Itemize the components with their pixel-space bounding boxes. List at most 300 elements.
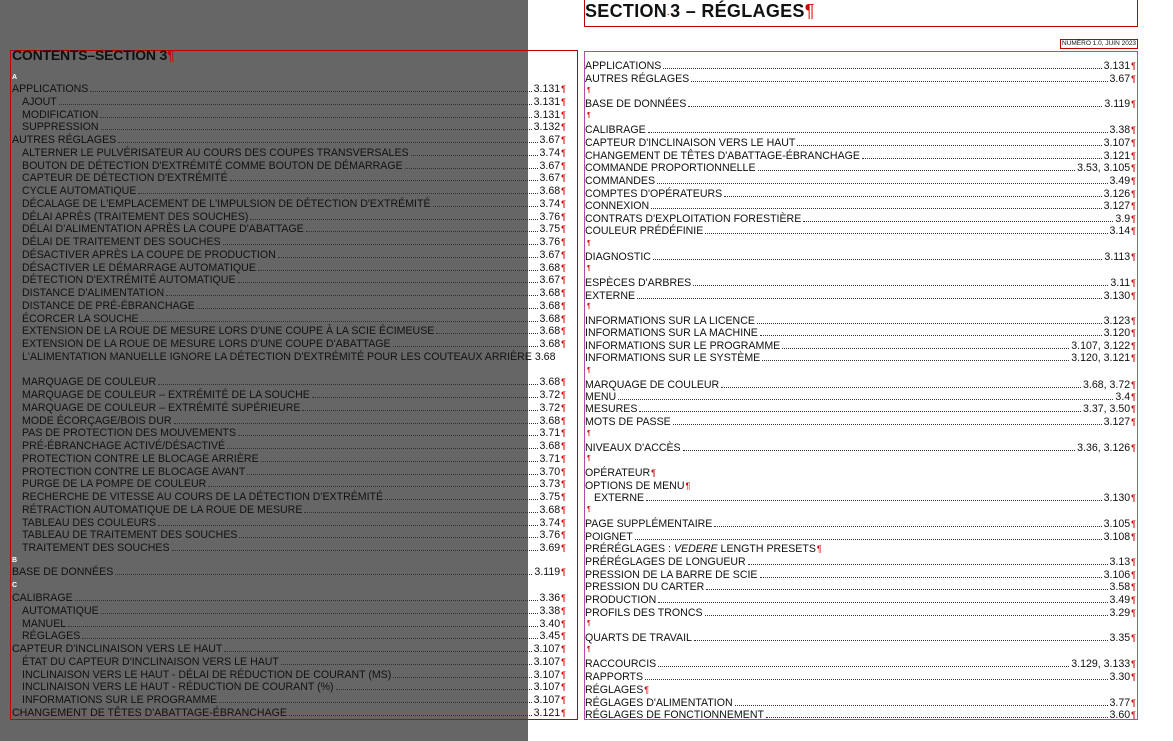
toc-entry-text: AUTOMATIQUE <box>22 604 99 617</box>
toc-entry-text: CHANGEMENT DE TÊTES D'ABATTAGE-ÉBRANCHAGE <box>12 706 287 719</box>
pilcrow-mark: ¶ <box>1131 189 1136 199</box>
pilcrow-mark: ¶ <box>651 468 656 478</box>
toc-entry[interactable] <box>585 60 1136 72</box>
dot-leader <box>658 602 1107 603</box>
toc-entry[interactable] <box>22 694 566 706</box>
toc-entry-text: RÉTRACTION AUTOMATIQUE DE LA ROUE DE MESURE <box>22 503 303 516</box>
pilcrow-mark: ¶ <box>1131 341 1136 351</box>
toc-entry[interactable] <box>585 391 1136 403</box>
toc-entry[interactable] <box>585 162 1136 174</box>
toc-entry[interactable] <box>594 492 1136 504</box>
dot-leader <box>651 208 1101 209</box>
toc-entry[interactable] <box>12 566 566 578</box>
toc-entry-text: PAS DE PROTECTION DES MOUVEMENTS <box>22 427 237 440</box>
dot-leader <box>312 397 538 398</box>
toc-entry-text: INFORMATIONS SUR LA LICENCE <box>585 315 755 327</box>
toc-entry-text: AJOUT <box>22 95 57 108</box>
toc-entry[interactable] <box>22 478 566 490</box>
toc-entry-text: RÉGLAGES D'ALIMENTATION <box>585 697 733 709</box>
toc-entry[interactable] <box>22 223 566 235</box>
toc-page-number: 3.68 <box>539 287 561 299</box>
toc-entry[interactable] <box>585 290 1136 302</box>
toc-entry[interactable] <box>585 543 1136 555</box>
index-letter: A <box>12 74 18 81</box>
toc-page-number: 3.38 <box>539 604 561 617</box>
toc-entry-text: MARQUAGE DE COULEUR – EXTRÉMITÉ DE LA SOUCHE <box>22 389 310 401</box>
toc-page-number: 3.76 <box>539 236 561 248</box>
toc-entry[interactable] <box>585 594 1136 606</box>
dot-leader <box>657 183 1107 184</box>
pilcrow-mark: ¶ <box>561 618 566 629</box>
pilcrow-mark: ¶ <box>561 453 566 464</box>
toc-entry[interactable] <box>22 262 566 274</box>
toc-entry[interactable] <box>22 402 566 414</box>
toc-page-number: 3.131 <box>1103 60 1131 72</box>
toc-entry-text: EXTERNE <box>585 290 636 302</box>
toc-page-number: 3.71 <box>539 427 561 440</box>
toc-entry-text: COMMANDES <box>585 175 656 187</box>
dot-leader <box>637 298 1102 299</box>
toc-page-number: 3.37, 3.50 <box>1083 403 1131 415</box>
toc-entry-text: DIAGNOSTIC <box>585 251 651 263</box>
pilcrow-mark: ¶ <box>1131 380 1136 390</box>
toc-entry-text: BOUTON DE DÉTECTION D'EXTRÉMITÉ COMME BOUTON DE DÉMARRAGE <box>22 159 403 172</box>
dot-leader <box>100 117 531 118</box>
pilcrow-mark: ¶ <box>1131 417 1136 427</box>
toc-entry-text: MESURES <box>585 403 638 415</box>
pilcrow-mark: ¶ <box>587 620 591 627</box>
dot-leader <box>688 106 1102 107</box>
toc-page-number: 3.129, 3.133 <box>1071 658 1131 670</box>
pilcrow-mark: ¶ <box>1131 392 1136 402</box>
toc-page-number: 3.58 <box>1109 581 1131 593</box>
toc-entry[interactable] <box>585 137 1136 149</box>
toc-page-number: 3.107 <box>533 694 561 706</box>
pilcrow-mark: ¶ <box>1131 328 1136 338</box>
toc-entry-text: PRÉ-ÉBRANCHAGE ACTIVÉ/DÉSACTIVÉ <box>22 440 226 452</box>
dot-leader <box>760 335 1102 336</box>
pilcrow-mark: ¶ <box>1131 291 1136 301</box>
toc-page-number: 3.68 <box>539 503 561 516</box>
dot-leader <box>281 664 532 665</box>
dot-leader <box>758 170 1076 171</box>
toc-entry[interactable] <box>22 605 566 617</box>
toc-entry[interactable] <box>585 340 1136 352</box>
dot-leader <box>411 155 538 156</box>
toc-page-number: 3.126 <box>1103 188 1131 200</box>
toc-entry[interactable] <box>22 351 566 364</box>
toc-entry-text: TRAITEMENT DES SOUCHES <box>22 542 170 554</box>
dot-leader <box>118 142 537 143</box>
toc-entry-text: CHANGEMENT DE TÊTES D'ABATTAGE-ÉBRANCHAGE <box>585 150 860 162</box>
toc-entry[interactable] <box>22 96 566 108</box>
dot-leader <box>336 689 532 690</box>
toc-page-number: 3.107, 3.122 <box>1071 340 1131 352</box>
pilcrow-mark: ¶ <box>561 492 566 502</box>
toc-page-number: 3.68, 3.72 <box>1083 379 1131 391</box>
toc-entry[interactable] <box>585 225 1136 237</box>
pilcrow-mark: ¶ <box>561 593 566 603</box>
pilcrow-mark: ¶ <box>587 240 591 247</box>
toc-entry[interactable] <box>22 618 566 630</box>
toc-entry[interactable] <box>585 467 1136 479</box>
toc-entry[interactable] <box>22 109 566 121</box>
toc-entry[interactable] <box>585 632 1136 644</box>
pilcrow-mark: ¶ <box>561 415 566 426</box>
toc-entry-text: PROTECTION CONTRE LE BLOCAGE AVANT <box>22 465 246 478</box>
pilcrow-mark: ¶ <box>1131 163 1136 173</box>
toc-entry[interactable] <box>22 249 566 261</box>
toc-entry[interactable] <box>585 442 1136 454</box>
toc-page-number: 3.74 <box>539 516 561 529</box>
dot-leader <box>639 411 1081 412</box>
toc-entry[interactable] <box>585 352 1136 364</box>
pilcrow-mark: ¶ <box>561 441 566 451</box>
toc-page-number: 3.29 <box>1109 607 1131 619</box>
toc-page-number: 3.68 <box>539 376 561 389</box>
pilcrow-mark: ¶ <box>1131 710 1136 720</box>
toc-entry[interactable] <box>585 175 1136 187</box>
toc-page-number: 3.131 <box>533 83 561 95</box>
pilcrow-mark: ¶ <box>561 644 566 654</box>
toc-entry[interactable] <box>22 389 566 401</box>
toc-entry[interactable] <box>12 643 566 655</box>
pilcrow-mark: ¶ <box>1131 278 1136 288</box>
toc-page-number: 3.69 <box>539 542 561 554</box>
dot-leader <box>673 424 1102 425</box>
pilcrow-mark: ¶ <box>1131 698 1136 708</box>
dot-leader <box>721 387 1081 388</box>
dot-leader <box>645 679 1107 680</box>
toc-entry[interactable] <box>22 185 566 197</box>
toc-entry[interactable] <box>22 211 566 223</box>
toc-entry[interactable] <box>585 658 1136 670</box>
pilcrow-mark: ¶ <box>1131 99 1136 109</box>
toc-entry[interactable] <box>22 325 566 337</box>
toc-page-number: 3.75 <box>539 491 561 503</box>
toc-entry-text: MANUEL <box>22 617 67 630</box>
toc-entry[interactable] <box>22 121 566 133</box>
toc-page-number: 3.73 <box>539 478 561 491</box>
toc-entry[interactable] <box>585 73 1136 85</box>
toc-page-number: 3.119 <box>534 566 561 578</box>
pilcrow-mark: ¶ <box>561 377 566 388</box>
toc-entry[interactable] <box>585 213 1136 225</box>
dot-leader <box>705 233 1107 234</box>
toc-entry[interactable] <box>22 681 566 693</box>
toc-entry[interactable] <box>585 150 1136 162</box>
toc-page-number: 3.120, 3.121 <box>1071 352 1131 364</box>
toc-page-number: 3.70 <box>539 465 561 478</box>
toc-entry[interactable] <box>585 251 1136 263</box>
see-target: LENGTH PRESETS <box>720 543 816 555</box>
toc-entry[interactable] <box>585 531 1136 543</box>
toc-page-number: 3.68 <box>539 325 561 338</box>
pilcrow-mark: ¶ <box>1131 138 1136 148</box>
toc-entry[interactable] <box>22 287 566 299</box>
toc-entry-text: EXTENSION DE LA ROUE DE MESURE LORS D'UNE COUPE D'ABATTAGE <box>22 338 391 350</box>
toc-entry-text: DÉSACTIVER LE DÉMARRAGE AUTOMATIQUE <box>22 261 256 274</box>
toc-entry-text: CAPTEUR DE DÉTECTION D'EXTRÉMITÉ <box>22 172 228 185</box>
toc-entry[interactable] <box>22 630 566 642</box>
toc-entry-text: DÉCALAGE DE L'EMPLACEMENT DE L'IMPULSION DE DÉTECTION D'EXTRÉMITÉ <box>22 197 431 210</box>
toc-page-number: 3.38 <box>1109 124 1131 136</box>
pilcrow-mark: ¶ <box>1131 404 1136 414</box>
toc-entry-text: PROTECTION CONTRE LE BLOCAGE ARRIÈRE <box>22 452 259 465</box>
pilcrow-mark: ¶ <box>587 87 591 94</box>
dot-leader <box>250 219 537 220</box>
toc-page-number: 3.68 <box>539 261 561 274</box>
toc-page-number: 3.71 <box>539 452 561 465</box>
toc-entry-text: PRÉRÉGLAGES : <box>585 543 671 555</box>
toc-entry[interactable] <box>22 427 566 439</box>
dot-leader <box>115 574 532 575</box>
toc-entry[interactable] <box>22 160 566 172</box>
toc-entry[interactable] <box>585 379 1136 391</box>
toc-entry-text: INCLINAISON VERS LE HAUT - RÉDUCTION DE COURANT (%) <box>22 681 334 694</box>
dot-leader <box>393 346 538 347</box>
toc-entry[interactable] <box>22 453 566 465</box>
toc-entry-text: ÉCORCER LA SOUCHE <box>22 312 139 325</box>
dot-leader <box>691 81 1107 82</box>
toc-entry-text: PRÉRÉGLAGES DE LONGUEUR <box>585 556 746 568</box>
toc-entry[interactable] <box>22 198 566 210</box>
pilcrow-mark: ¶ <box>1131 608 1136 618</box>
pilcrow-mark: ¶ <box>561 543 566 553</box>
pilcrow-mark: ¶ <box>561 173 566 184</box>
toc-entry[interactable] <box>22 517 566 529</box>
toc-page-number: 3.68 <box>539 185 561 197</box>
pilcrow-mark: ¶ <box>561 313 566 324</box>
toc-entry[interactable] <box>585 480 1136 492</box>
toc-entry-text: APPLICATIONS <box>12 83 89 95</box>
toc-entry-text: AUTRES RÉGLAGES <box>585 73 690 85</box>
toc-page-number: 3.68 <box>539 338 561 350</box>
toc-page-number: 3.132 <box>533 121 561 134</box>
toc-entry-text: SUPPRESSION <box>22 121 99 134</box>
toc-entry[interactable] <box>22 656 566 668</box>
toc-entry[interactable] <box>585 277 1136 289</box>
toc-page-number: 3.72 <box>539 389 561 401</box>
dot-leader <box>247 474 537 475</box>
toc-entry[interactable] <box>585 518 1136 530</box>
toc-entry[interactable] <box>585 188 1136 200</box>
toc-entry-text: MENU <box>585 391 617 403</box>
toc-entry-text: RAPPORTS <box>585 671 644 683</box>
dot-leader <box>141 321 538 322</box>
toc-entry-text: DÉSACTIVER APRÈS LA COUPE DE PRODUCTION <box>22 248 276 261</box>
dot-leader <box>646 500 1102 501</box>
section-title: SECTION·3 – RÉGLAGES¶ <box>585 1 815 21</box>
dot-leader <box>59 104 532 105</box>
toc-entry[interactable] <box>22 491 566 503</box>
toc-entry[interactable] <box>22 236 566 248</box>
toc-entry[interactable] <box>22 529 566 541</box>
pilcrow-mark: ¶ <box>561 669 566 680</box>
toc-entry-text: MARQUAGE DE COULEUR <box>585 379 720 391</box>
toc-page-number: 3.49 <box>1109 594 1131 606</box>
toc-entry-text: RÉGLAGES <box>585 684 644 696</box>
toc-page-number: 3.77 <box>1109 697 1131 709</box>
toc-entry[interactable] <box>585 684 1136 696</box>
pilcrow-mark: ¶ <box>561 186 566 196</box>
pilcrow-mark: ¶ <box>561 160 566 171</box>
toc-page-number: 3.67 <box>539 172 561 185</box>
pilcrow-mark: ¶ <box>561 504 566 515</box>
toc-entry[interactable] <box>585 671 1136 683</box>
dot-leader <box>138 193 537 194</box>
pilcrow-mark: ¶ <box>1131 316 1136 326</box>
dot-leader <box>803 221 1113 222</box>
toc-page-number: 3.68 <box>539 414 561 427</box>
toc-page-number: 3.108 <box>1103 531 1131 543</box>
toc-page-number: 3.68 <box>534 350 556 363</box>
toc-entry-text: INFORMATIONS SUR LE SYSTÈME <box>585 352 761 364</box>
pilcrow-mark: ¶ <box>1131 582 1136 592</box>
toc-page-number: 3.130 <box>1103 290 1131 302</box>
toc-entry[interactable] <box>585 607 1136 619</box>
dot-leader <box>90 91 531 92</box>
dot-leader <box>278 257 538 258</box>
toc-entry[interactable] <box>22 466 566 478</box>
toc-entry[interactable] <box>585 98 1136 110</box>
toc-page-number: 3.13 <box>1109 556 1131 568</box>
toc-entry[interactable] <box>22 542 566 554</box>
pilcrow-mark: ¶ <box>587 646 591 653</box>
toc-entry-text: CALIBRAGE <box>585 124 646 136</box>
toc-page-number: 3.45 <box>539 630 561 643</box>
toc-entry[interactable] <box>22 172 566 184</box>
toc-entry[interactable] <box>12 83 566 95</box>
toc-entry-text: RACCOURCIS <box>585 658 657 670</box>
toc-entry-text: COULEUR PRÉDÉFINIE <box>585 225 704 237</box>
pilcrow-mark: ¶ <box>561 262 566 273</box>
dot-leader <box>158 525 538 526</box>
dot-leader <box>306 231 538 232</box>
pilcrow-mark: ¶ <box>561 147 566 158</box>
toc-page-number: 3.68 <box>539 299 561 312</box>
pilcrow-mark: ¶ <box>1131 74 1136 84</box>
pilcrow-mark: ¶ <box>561 466 566 477</box>
pilcrow-mark: ¶ <box>561 275 566 286</box>
pilcrow-mark: ¶ <box>587 112 591 119</box>
toc-page-number: 3.131 <box>533 95 561 108</box>
toc-entry[interactable] <box>22 274 566 286</box>
toc-entry-text: PRODUCTION <box>585 594 657 606</box>
toc-entry[interactable] <box>585 200 1136 212</box>
toc-entry[interactable] <box>585 403 1136 415</box>
toc-entry-text: RÉGLAGES <box>22 630 81 643</box>
toc-page-number: 3.53, 3.105 <box>1077 162 1131 174</box>
index-letter: B <box>12 557 18 564</box>
pilcrow-mark: ¶ <box>587 430 591 437</box>
toc-page-number: 3.74 <box>539 146 561 159</box>
pilcrow-mark: ¶ <box>1131 226 1136 236</box>
toc-entry[interactable] <box>22 147 566 159</box>
dot-leader <box>648 132 1108 133</box>
toc-entry[interactable] <box>585 569 1136 581</box>
dot-leader <box>694 640 1108 641</box>
toc-page-number: 3.74 <box>539 197 561 210</box>
toc-page-number: 3.121 <box>1103 150 1131 162</box>
toc-entry-text: L'ALIMENTATION MANUELLE IGNORE LA DÉTECTION D'EXTRÉMITÉ POUR LES COUTEAUX ARRIÈRE <box>22 350 535 363</box>
dot-leader <box>706 589 1107 590</box>
toc-page-number: 3.113 <box>1104 251 1131 263</box>
toc-entry-text: EXTENSION DE LA ROUE DE MESURE LORS D'UNE COUPE À LA SCIE ÉCIMEUSE <box>22 325 435 338</box>
toc-entry[interactable] <box>12 134 566 146</box>
dot-leader <box>735 705 1108 706</box>
pilcrow-mark: ¶ <box>1131 672 1136 682</box>
toc-page-number: 3.68 <box>539 440 561 452</box>
toc-entry[interactable] <box>22 440 566 452</box>
pilcrow-mark: ¶ <box>1131 532 1136 542</box>
pilcrow-mark: ¶ <box>561 390 566 400</box>
toc-entry[interactable] <box>585 556 1136 568</box>
pilcrow-mark: ¶ <box>1131 214 1136 224</box>
pilcrow-mark: ¶ <box>561 211 566 222</box>
toc-entry[interactable] <box>22 338 566 350</box>
dot-leader <box>757 323 1102 324</box>
toc-entry[interactable] <box>585 327 1136 339</box>
pilcrow-mark: ¶ <box>1131 519 1136 529</box>
pilcrow-mark: ¶ <box>561 96 566 107</box>
pilcrow-mark: ¶ <box>1131 201 1136 211</box>
toc-entry[interactable] <box>22 415 566 427</box>
toc-page-number: 3.67 <box>539 274 561 287</box>
toc-entry[interactable] <box>22 669 566 681</box>
pilcrow-mark: ¶ <box>1131 176 1136 186</box>
toc-entry[interactable] <box>22 300 566 312</box>
toc-entry[interactable] <box>585 315 1136 327</box>
toc-entry-text: COMMANDE PROPORTIONNELLE <box>585 162 756 174</box>
toc-entry-text: DÉLAI D'ALIMENTATION APRÈS LA COUPE D'ABATTAGE <box>22 223 304 236</box>
toc-entry-text: ALTERNER LE PULVÉRISATEUR AU COURS DES COUPES TRANSVERSALES <box>22 146 409 159</box>
toc-page-number: 3.107 <box>533 643 561 655</box>
pilcrow-mark: ¶ <box>561 300 566 311</box>
toc-entry-text: MOTS DE PASSE <box>585 416 671 428</box>
dot-leader <box>238 282 538 283</box>
toc-entry[interactable] <box>585 697 1136 709</box>
toc-page-number: 3.9 <box>1115 213 1131 225</box>
toc-entry[interactable] <box>585 124 1136 136</box>
toc-entry[interactable] <box>12 707 566 719</box>
dot-leader <box>219 702 531 703</box>
pilcrow-mark: ¶ <box>1131 353 1136 363</box>
dot-leader <box>862 158 1102 159</box>
toc-page-number: 3.11 <box>1110 277 1131 289</box>
pilcrow-mark: ¶ <box>1131 633 1136 643</box>
toc-entry-text: CONNEXION <box>585 200 650 212</box>
toc-entry[interactable] <box>585 581 1136 593</box>
toc-entry[interactable] <box>585 416 1136 428</box>
toc-entry-text: INFORMATIONS SUR LE PROGRAMME <box>22 694 218 706</box>
pilcrow-mark: ¶ <box>561 339 566 349</box>
dot-leader <box>82 638 537 639</box>
toc-page-number: 3.130 <box>1103 492 1131 504</box>
toc-page-number: 3.35 <box>1109 632 1131 644</box>
toc-entry[interactable] <box>22 504 566 516</box>
pilcrow-mark: ¶ <box>1131 659 1136 669</box>
dot-leader <box>405 168 538 169</box>
dot-leader <box>223 244 538 245</box>
toc-entry[interactable] <box>12 592 566 604</box>
toc-entry-text: QUARTS DE TRAVAIL <box>585 632 692 644</box>
toc-entry[interactable] <box>22 376 566 388</box>
toc-page-number: 3.67 <box>1109 73 1131 85</box>
toc-page-number: 3.107 <box>1103 137 1131 149</box>
toc-entry[interactable] <box>585 709 1136 721</box>
toc-entry[interactable] <box>22 313 566 325</box>
